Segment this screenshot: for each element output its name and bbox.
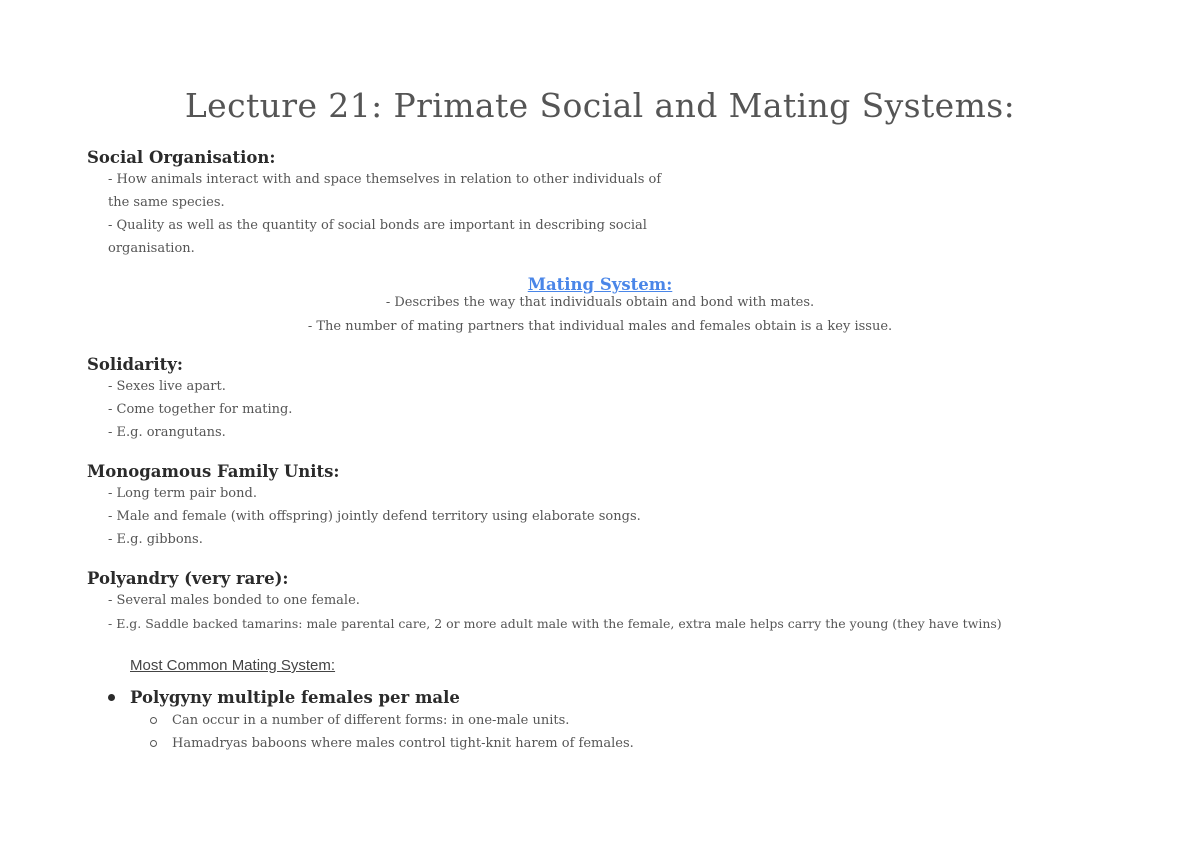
monogamous-line: - Male and female (with offspring) jointly defend territory using elaborate songs.: [108, 509, 641, 524]
social-organisation-line: - How animals interact with and space themselves in relation to other individuals of: [108, 172, 662, 187]
monogamous-heading: Monogamous Family Units:: [87, 462, 340, 481]
social-organisation-line: - Quality as well as the quantity of social bonds are important in describing social: [108, 218, 647, 233]
sub-list-item: [150, 736, 634, 751]
mating-system-link[interactable]: Mating System:: [527, 275, 673, 294]
polygyny-bullet: [108, 688, 460, 707]
mating-system-heading: [0, 275, 1200, 294]
circle-bullet-icon: [150, 717, 157, 724]
solidarity-line: - Come together for mating.: [108, 402, 293, 417]
page-title: Lecture 21: Primate Social and Mating Systems:: [184, 86, 1016, 125]
polyandry-line: - E.g. Saddle backed tamarins: male parental care, 2 or more adult male with the female, extra male helps carry the young (they have twins): [108, 616, 1002, 631]
sub-list-text: Hamadryas baboons where males control tight-knit harem of females.: [172, 736, 634, 751]
solidarity-line: - E.g. orangutans.: [108, 425, 226, 440]
solidarity-line: - Sexes live apart.: [108, 379, 226, 394]
polyandry-line: - Several males bonded to one female.: [108, 593, 360, 608]
bullet-dot-icon: [108, 694, 115, 701]
sub-list-item: [150, 713, 569, 728]
solidarity-heading: Solidarity:: [87, 355, 183, 374]
polyandry-heading: Polyandry (very rare):: [87, 569, 289, 588]
sub-list-text: Can occur in a number of different forms: in one-male units.: [172, 713, 570, 728]
social-organisation-line: organisation.: [108, 241, 195, 256]
social-organisation-line: the same species.: [108, 195, 225, 210]
most-common-label: Most Common Mating System:: [130, 657, 336, 674]
monogamous-line: - E.g. gibbons.: [108, 532, 203, 547]
polygyny-text: Polygyny multiple females per male: [130, 688, 460, 707]
mating-system-line: - Describes the way that individuals obtain and bond with mates.: [385, 295, 815, 310]
social-organisation-heading: Social Organisation:: [87, 148, 276, 167]
monogamous-line: - Long term pair bond.: [108, 486, 257, 501]
circle-bullet-icon: [150, 740, 157, 747]
mating-system-line: - The number of mating partners that individual males and females obtain is a key issue.: [307, 319, 893, 334]
